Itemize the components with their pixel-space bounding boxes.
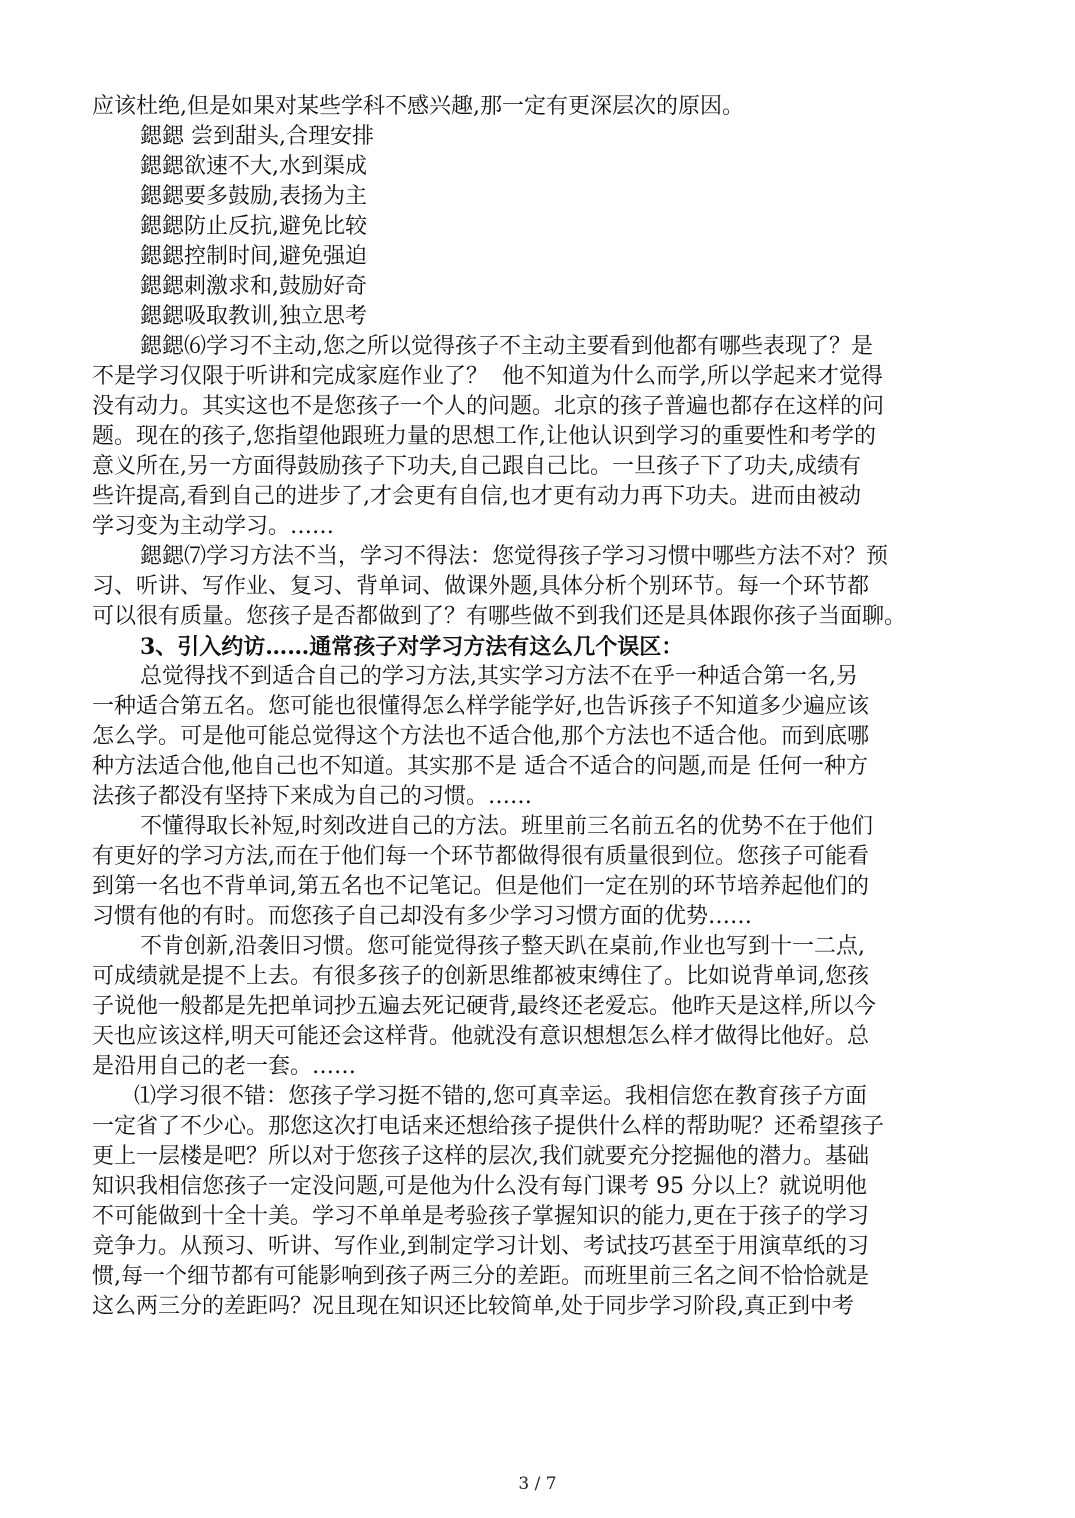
text-line: 鍶鍶⑺学习方法不当，学习不得法：您觉得孩子学习习惯中哪些方法不对？预 (140, 544, 889, 569)
text-line: 可以很有质量。您孩子是否都做到了？有哪些做不到我们还是具体跟你孩子当面聊。 (92, 604, 907, 629)
text-line: 竞争力。从预习、听讲、写作业,到制定学习计划、考试技巧甚至于用演草纸的习 (92, 1234, 869, 1259)
text-line: 种方法适合他,他自己也不知道。其实那不是 适合不适合的问题,而是 任何一种方 (92, 754, 868, 779)
text-line: 惯,每一个细节都有可能影响到孩子两三分的差距。而班里前三名之间不恰恰就是 (92, 1264, 869, 1289)
text-line: 知识我相信您孩子一定没问题,可是他为什么没有每门课考 95 分以上？就说明他 (92, 1174, 867, 1199)
text-line: 不肯创新,沿袭旧习惯。您可能觉得孩子整天趴在桌前,作业也写到十一二点, (140, 934, 865, 959)
text-line: 一定省了不少心。那您这次打电话来还想给孩子提供什么样的帮助呢？还希望孩子 (92, 1114, 885, 1139)
text-line: 鍶鍶要多鼓励,表扬为主 (140, 184, 367, 209)
text-line: 应该杜绝,但是如果对某些学科不感兴趣,那一定有更深层次的原因。 (92, 94, 744, 119)
text-line: 3、引入约访……通常孩子对学习方法有这么几个误区： (140, 634, 684, 660)
text-line: 不是学习仅限于听讲和完成家庭作业了？ 他不知道为什么而学,所以学起来才觉得 (92, 364, 883, 389)
text-line: 法孩子都没有坚持下来成为自己的习惯。…… (92, 784, 533, 809)
text-line: 鍶鍶 尝到甜头,合理安排 (140, 124, 374, 149)
document-body (92, 92, 992, 1322)
text-line: 鍶鍶控制时间,避免强迫 (140, 244, 367, 269)
text-line: 习惯有他的有时。而您孩子自己却没有多少学习习惯方面的优势…… (92, 904, 753, 929)
text-line: 意义所在,另一方面得鼓励孩子下功夫,自己跟自己比。一旦孩子下了功夫,成绩有 (92, 454, 861, 479)
text-line: 习、听讲、写作业、复习、背单词、做课外题,具体分析个别环节。每一个环节都 (92, 574, 869, 599)
text-line: 怎么学。可是他可能总觉得这个方法也不适合他,那个方法也不适合他。而到底哪 (92, 724, 869, 749)
text-line: 到第一名也不背单词,第五名也不记笔记。但是他们一定在别的环节培养起他们的 (92, 874, 869, 899)
text-line: 总觉得找不到适合自己的学习方法,其实学习方法不在乎一种适合第一名,另 (140, 664, 858, 689)
text-line: 没有动力。其实这也不是您孩子一个人的问题。北京的孩子普遍也都存在这样的问 (92, 394, 885, 419)
text-line: 鍶鍶吸取教训,独立思考 (140, 304, 367, 329)
page-number: 3 / 7 (518, 1474, 557, 1494)
text-line: 这么两三分的差距吗？况且现在知识还比较简单,处于同步学习阶段,真正到中考 (92, 1294, 854, 1319)
text-line: 有更好的学习方法,而在于他们每一个环节都做得很有质量很到位。您孩子可能看 (92, 844, 869, 869)
text-line: 些许提高,看到自己的进步了,才会更有自信,也才更有动力再下功夫。进而由被动 (92, 484, 861, 509)
text-line: 鍶鍶防止反抗,避免比较 (140, 214, 367, 239)
text-line: 子说他一般都是先把单词抄五遍去死记硬背,最终还老爱忘。他昨天是这样,所以今 (92, 994, 876, 1019)
text-line: 题。现在的孩子,您指望他跟班力量的思想工作,让他认识到学习的重要性和考学的 (92, 424, 876, 449)
text-line: 是沿用自己的老一套。…… (92, 1054, 357, 1079)
text-line: 鍶鍶⑹学习不主动,您之所以觉得孩子不主动主要看到他都有哪些表现了？是 (140, 334, 873, 359)
text-line: 更上一层楼是吧？所以对于您孩子这样的层次,我们就要充分挖掘他的潜力。基础 (92, 1144, 869, 1169)
text-line: 不可能做到十全十美。学习不单单是考验孩子掌握知识的能力,更在于孩子的学习 (92, 1204, 869, 1229)
text-line: 鍶鍶欲速不大,水到渠成 (140, 154, 367, 179)
text-line: ⑴学习很不错：您孩子学习挺不错的,您可真幸运。我相信您在教育孩子方面 (134, 1084, 867, 1109)
text-line: 学习变为主动学习。…… (92, 514, 335, 539)
text-line: 鍶鍶刺激求和,鼓励好奇 (140, 274, 367, 299)
text-line: 不懂得取长补短,时刻改进自己的方法。班里前三名前五名的优势不在于他们 (140, 814, 873, 839)
text-line: 可成绩就是提不上去。有很多孩子的创新思维都被束缚住了。比如说背单词,您孩 (92, 964, 869, 989)
text-line: 一种适合第五名。您可能也很懂得怎么样学能学好,也告诉孩子不知道多少遍应该 (92, 694, 869, 719)
text-line: 天也应该这样,明天可能还会这样背。他就没有意识想想怎么样才做得比他好。总 (92, 1024, 869, 1049)
